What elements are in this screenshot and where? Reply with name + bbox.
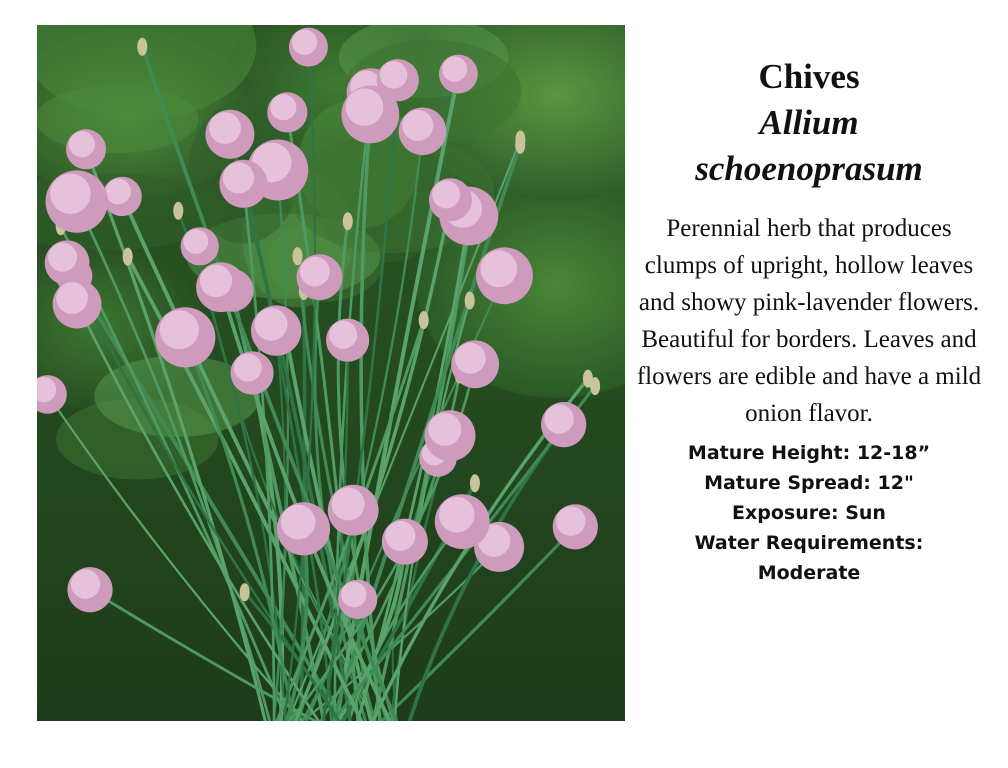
chive-blossom: [399, 108, 447, 156]
plant-specs: [630, 438, 988, 588]
chive-bud: [123, 248, 133, 266]
chive-blossom: [155, 307, 215, 367]
chives-illustration: [37, 25, 625, 721]
chive-blossom: [553, 504, 598, 549]
common-name: Chives: [758, 57, 860, 96]
chive-blossom: [66, 129, 106, 169]
chive-bud: [465, 292, 475, 310]
chive-blossom: [205, 110, 254, 159]
chive-blossom: [37, 375, 67, 414]
chive-blossom: [425, 410, 476, 461]
chive-bud: [515, 136, 525, 154]
chive-bud: [240, 583, 250, 601]
mature-spread: Mature Spread: 12": [704, 472, 914, 494]
chive-blossom: [67, 567, 112, 612]
chive-bud: [173, 202, 183, 220]
chives-photo: [37, 25, 625, 721]
chive-blossom: [277, 502, 330, 555]
chive-blossom: [231, 351, 274, 394]
chive-bud: [343, 212, 353, 230]
chive-blossom: [297, 254, 343, 300]
chive-blossom: [53, 280, 102, 329]
latin-name-line-2: schoenoprasum: [695, 149, 923, 188]
chive-bud: [419, 311, 429, 329]
latin-name-line-1: Allium: [759, 103, 859, 142]
chive-blossom: [541, 402, 586, 447]
water-requirements-value: Moderate: [757, 562, 861, 584]
chive-blossom: [429, 178, 472, 221]
plant-info-panel: [630, 54, 988, 588]
plant-description: Perennial herb that produces clumps of upright, hollow leaves and showy pink-lavender flowers. Beautiful for borders. Leaves and flowers are edible and have a mild onion flavor.: [636, 215, 982, 427]
chive-blossom: [181, 227, 219, 265]
mature-height: Mature Height: 12-18”: [687, 442, 931, 464]
chive-blossom: [46, 170, 108, 232]
chive-blossom: [382, 519, 428, 565]
chive-blossom: [45, 240, 90, 285]
chive-bud: [293, 247, 303, 265]
chive-blossom: [435, 494, 490, 549]
chive-blossom: [102, 177, 141, 216]
chive-blossom: [326, 319, 369, 362]
chive-blossom: [196, 262, 246, 312]
chive-bud: [583, 370, 593, 388]
chive-blossom: [289, 28, 328, 67]
chive-bud: [137, 38, 147, 56]
chive-blossom: [439, 55, 478, 94]
chive-blossom: [267, 92, 307, 132]
chive-blossom: [219, 160, 267, 208]
chive-blossom: [338, 580, 377, 619]
chive-blossom: [451, 340, 499, 388]
chive-blossom: [251, 305, 301, 355]
chive-bud: [470, 474, 480, 492]
chive-blossom: [476, 247, 533, 304]
chive-blossom: [377, 59, 419, 101]
water-requirements-label: Water Requirements:: [694, 532, 924, 554]
chive-blossom: [328, 485, 379, 536]
exposure: Exposure: Sun: [732, 502, 886, 524]
